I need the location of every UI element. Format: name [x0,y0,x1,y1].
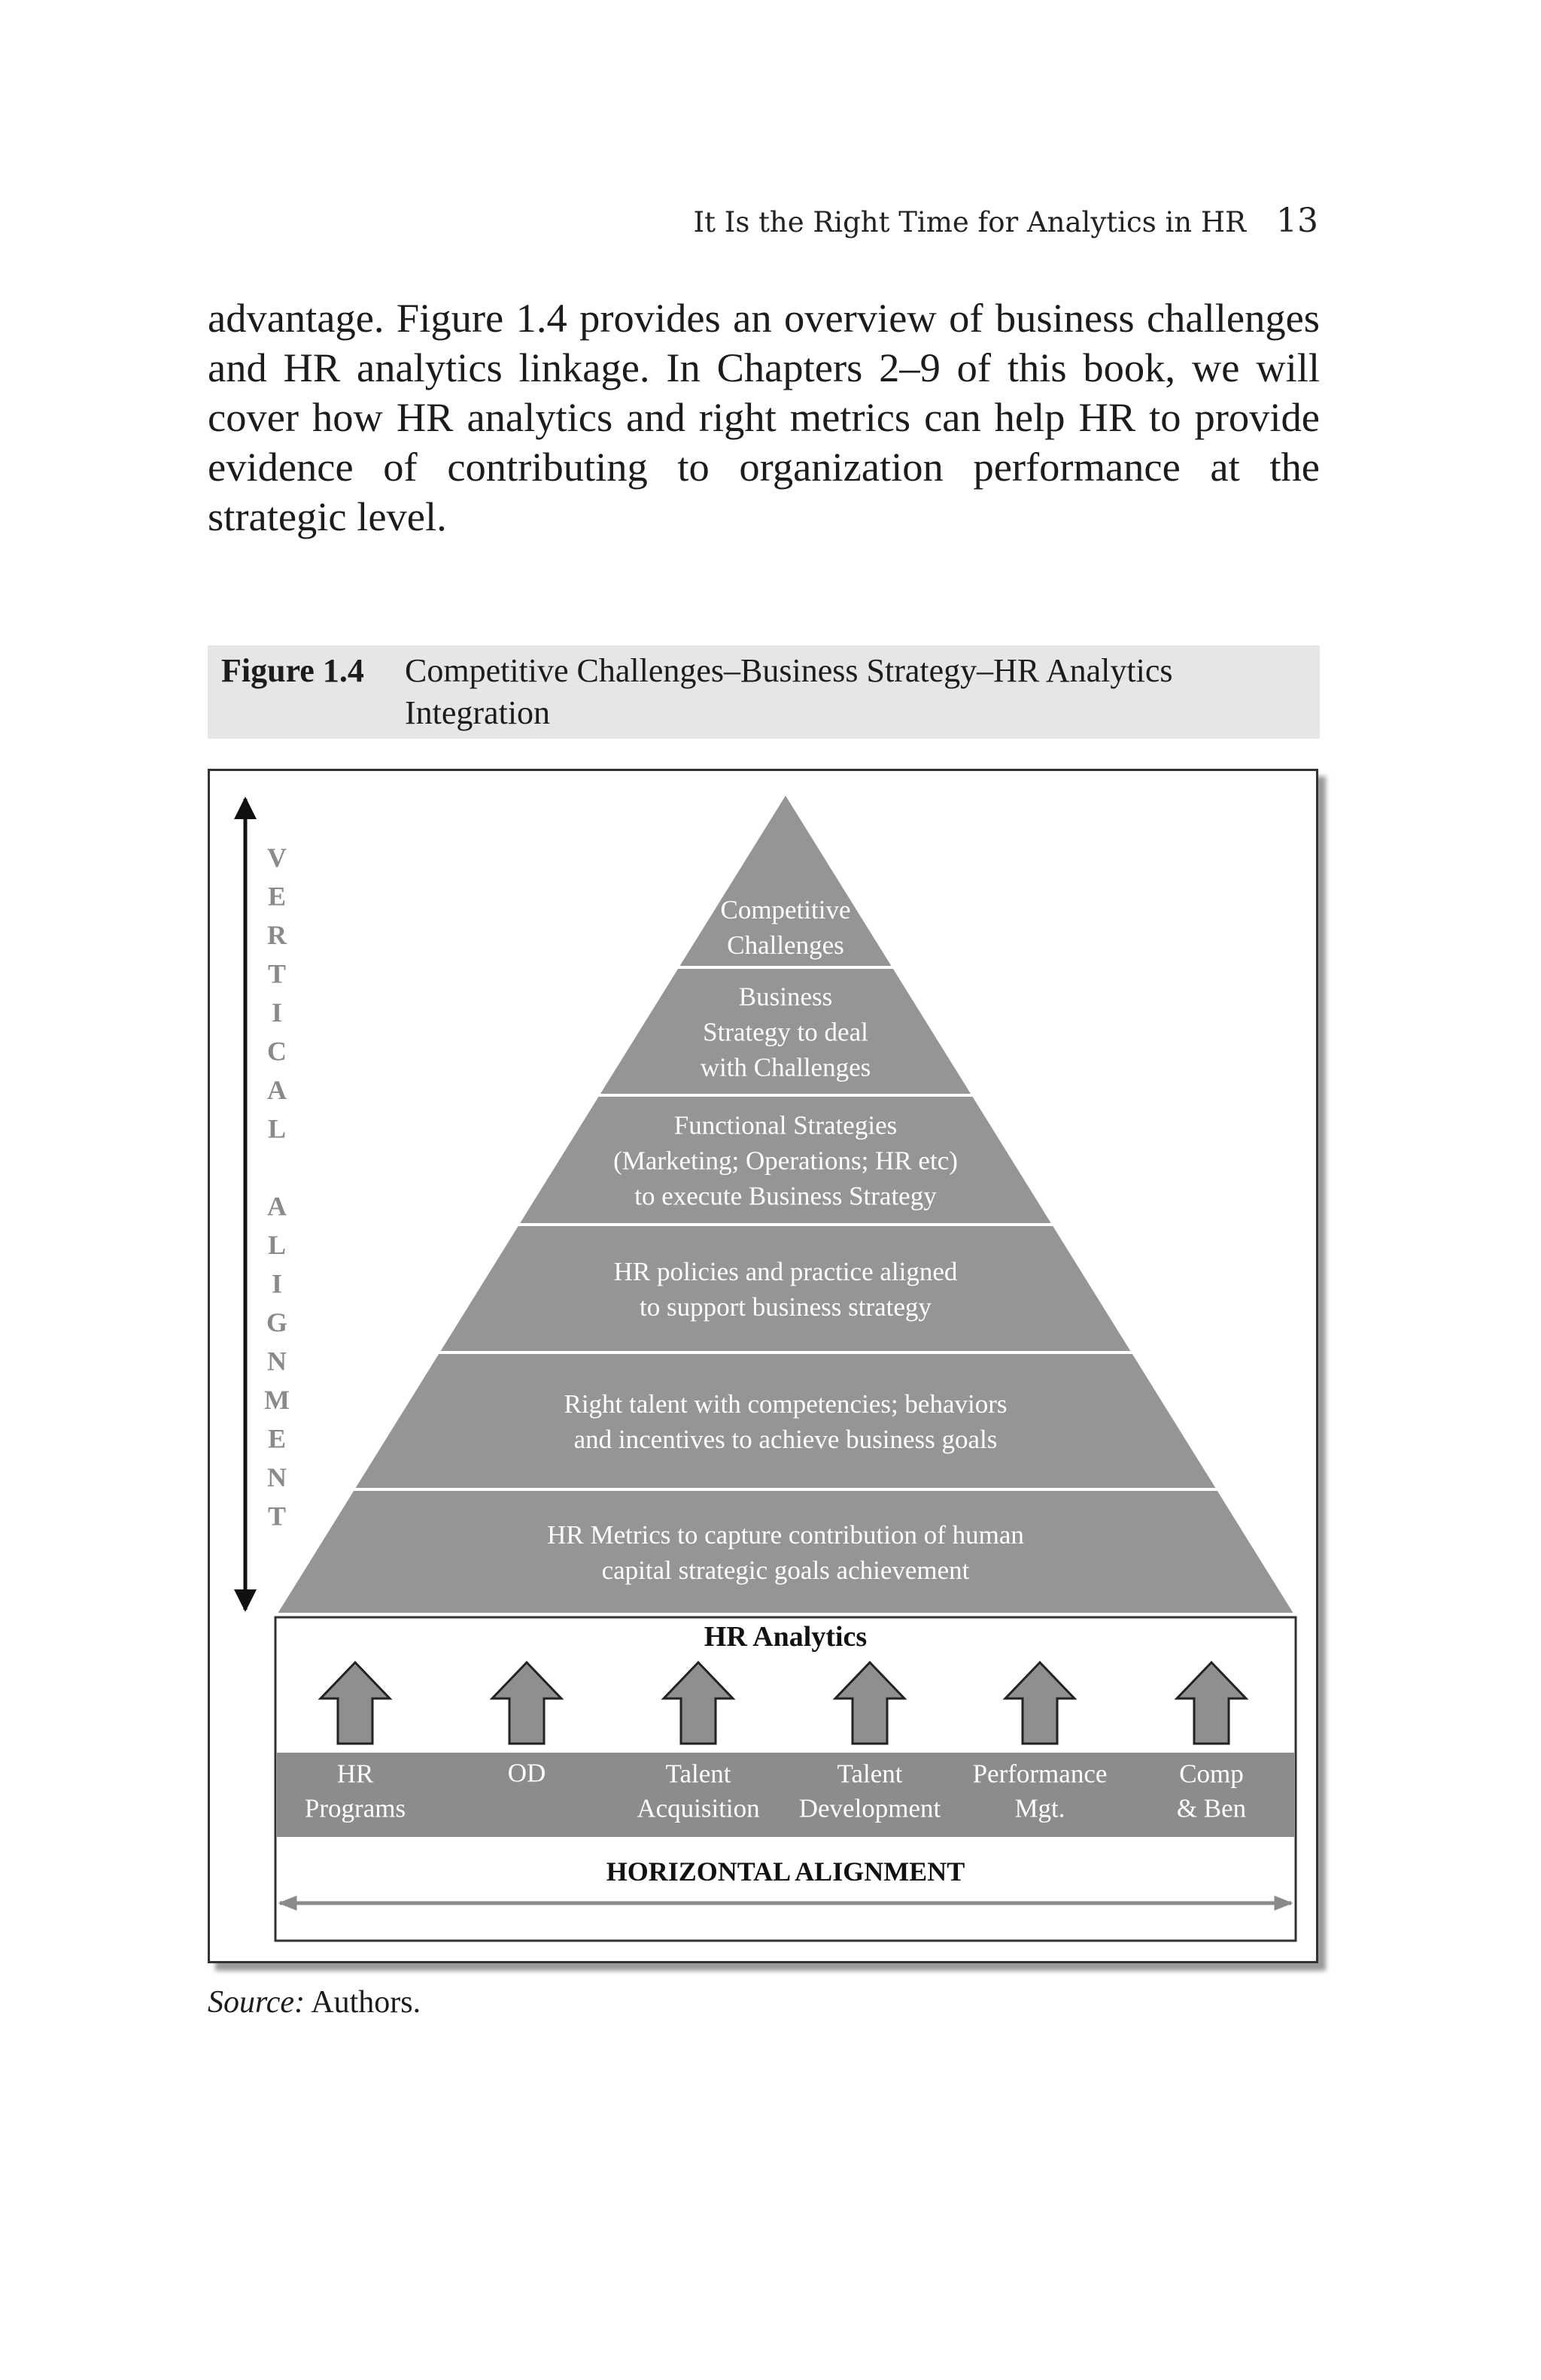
pyramid-level-text: (Marketing; Operations; HR etc) [613,1146,958,1176]
function-label: Development [798,1793,941,1823]
source-label: Source: [208,1985,305,2020]
figure-caption [208,645,1320,739]
pyramid-level-text: Right talent with competencies; behaviors [564,1389,1008,1419]
figure-diagram [208,769,1318,1963]
pyramid-level-text: Business [738,982,833,1012]
vertical-label-letter: T [267,1501,287,1532]
pyramid-level-text: to execute Business Strategy [634,1181,937,1211]
pyramid-level-text: capital strategic goals achievement [601,1555,970,1585]
pyramid-level-text: Functional Strategies [673,1110,898,1140]
function-label: & Ben [1176,1793,1247,1823]
function-label: Performance [972,1759,1108,1789]
page-number: 13 [1276,202,1318,240]
vertical-label-letter: M [264,1385,290,1415]
vertical-label-letter: L [267,1113,287,1144]
pyramid-level-text: to support business strategy [640,1292,932,1322]
function-label: Comp [1179,1759,1244,1789]
vertical-label-letter: N [267,1346,287,1377]
pyramid-level-6 [275,1489,1296,1614]
hr-analytics-label: HR Analytics [704,1621,868,1653]
figure-label: Figure 1.4 [221,652,364,689]
pyramid-level-text: Strategy to deal [703,1017,868,1047]
function-label: Acquisition [637,1793,760,1823]
vertical-label-letter: L [267,1230,287,1260]
function-label: Programs [304,1793,406,1823]
pyramid-level-5 [353,1352,1218,1489]
horizontal-alignment-label: HORIZONTAL ALIGNMENT [606,1856,965,1887]
vertical-label-letter: A [267,1191,287,1222]
vertical-label-letter: T [267,958,287,989]
vertical-label-letter: I [271,997,283,1028]
vertical-label-letter: A [267,1075,287,1105]
running-title: It Is the Right Time for Analytics in HR [693,206,1246,238]
pyramid-level-text: and incentives to achieve business goals [573,1424,998,1454]
figure-title: Competitive Challenges–Business Strategy–HR Analytics Integration [405,652,1173,731]
pyramid-level-text: Competitive [720,894,851,924]
function-label: OD [507,1758,546,1788]
running-head [693,202,1318,247]
vertical-label-letter: N [267,1462,287,1492]
vertical-label-letter: V [267,842,287,873]
body-paragraph: advantage. Figure 1.4 provides an overview of business challenges and HR analytics linkage. In Chapters 2–9 of this book, we will cover how HR analytics and right metrics can help HR to provide evidence of contributing to organization performance at the strategic level. [208,295,1320,539]
vertical-label-letter: E [267,881,287,912]
source-text: Authors. [311,1985,421,2020]
pyramid-level-text: Challenges [727,930,844,960]
vertical-label-letter: I [271,1268,283,1299]
source-note [208,1984,421,2020]
pyramid-level-4 [438,1225,1133,1352]
function-label: Talent [837,1759,903,1789]
pyramid-level-text: HR policies and practice aligned [613,1256,958,1286]
function-label: Mgt. [1014,1793,1065,1823]
function-label: Talent [665,1759,731,1789]
vertical-label-letter: R [267,920,287,950]
pyramid-level-text: with Challenges [700,1052,871,1082]
vertical-label-letter: C [267,1036,287,1067]
pyramid-level-text: HR Metrics to capture contribution of human [547,1519,1024,1550]
vertical-label-letter: E [267,1423,287,1454]
vertical-alignment-label [264,842,290,1532]
function-label: HR [336,1759,374,1789]
vertical-label-letter: G [266,1307,288,1337]
pyramid [275,793,1296,1614]
functions-band [277,1753,1294,1837]
